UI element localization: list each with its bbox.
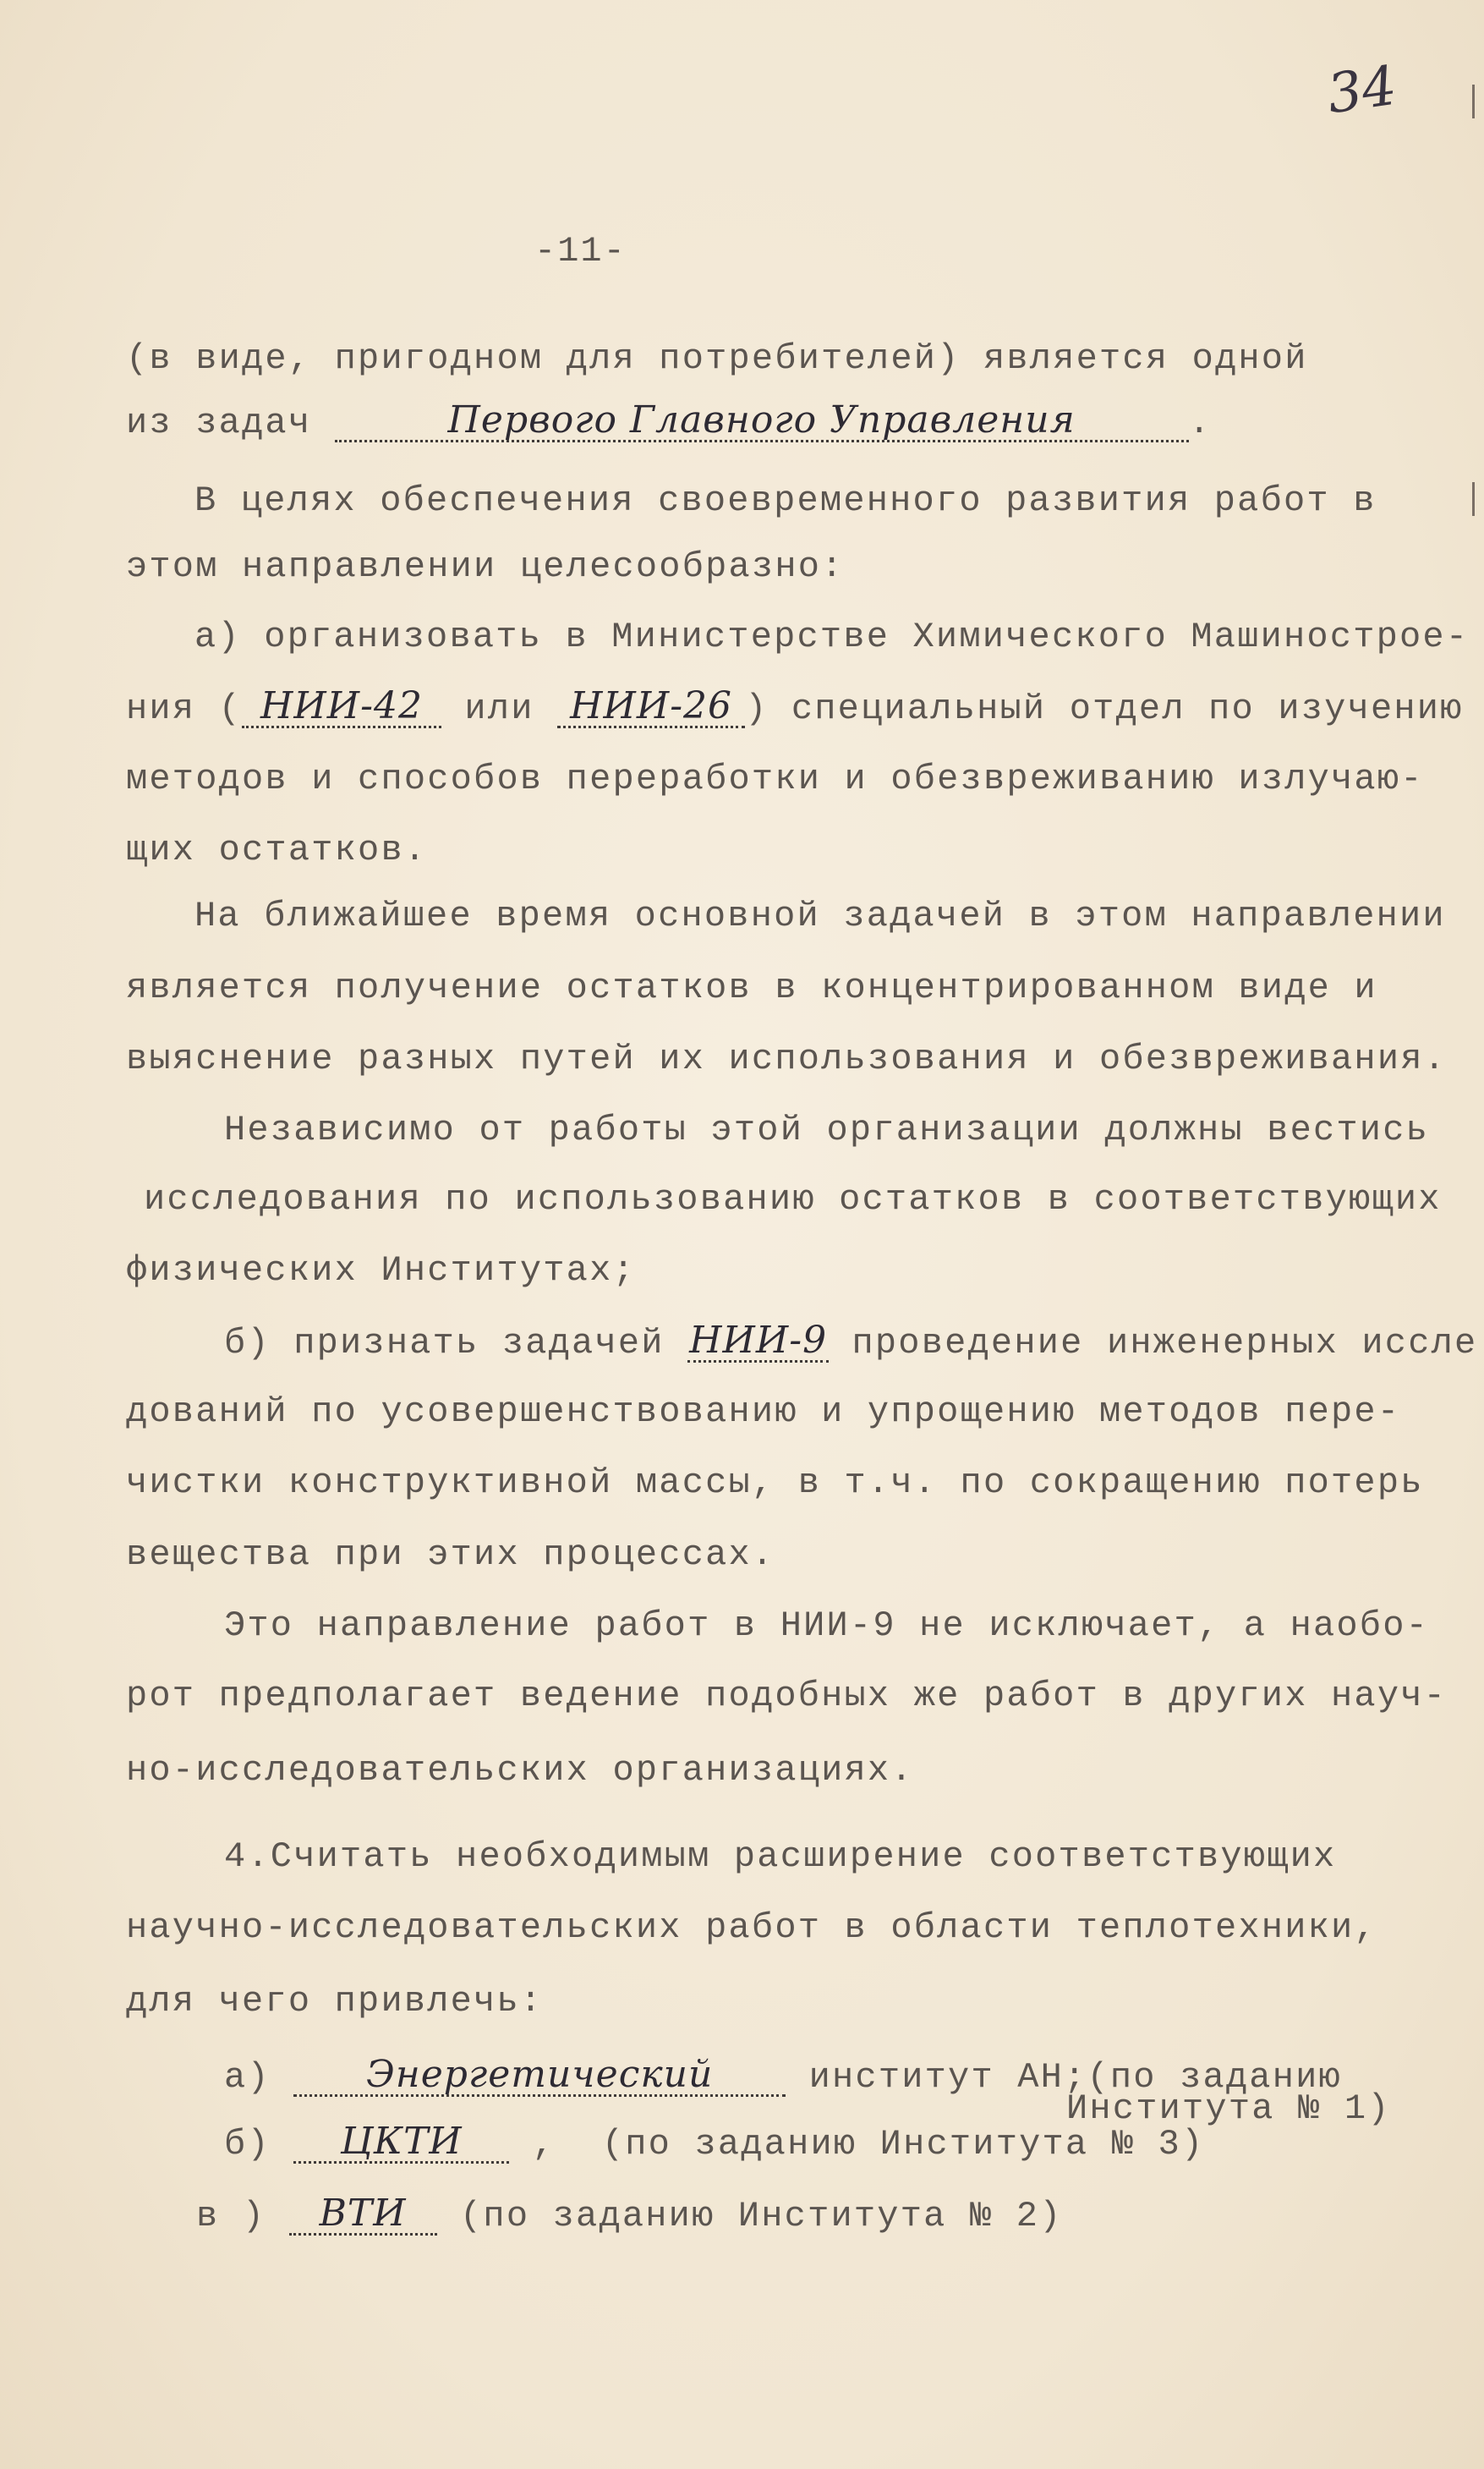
text-segment: , (по заданию Института № 3) [509,2124,1205,2164]
text-segment: или [441,689,558,729]
handwritten-fill: НИИ-26 [557,687,745,728]
text-line: Института № 1) [1066,2088,1391,2129]
text-line: На ближайшее время основной задачей в этом направлении [194,896,1446,936]
text-line: для чего привлечь: [126,1981,544,2022]
text-line: методов и способов переработки и обезвреживанию излучаю- [126,759,1424,799]
handwritten-fill: ЦКТИ [293,2122,509,2164]
handwritten-fill: ВТИ [289,2194,437,2236]
text-line: этом направлении целесообразно: [126,546,845,587]
text-line: В целях обеспечения своевременного развития работ в [194,480,1377,521]
text-line: выяснение разных путей их использования и обезвреживания. [126,1039,1448,1079]
handwritten-fill: НИИ-9 [687,1321,829,1363]
margin-mark [1472,85,1475,118]
handwritten-fill: Первого Главного Управления [335,401,1189,442]
text-segment: . [1188,403,1213,443]
text-line: Это направление работ в НИИ-9 не исключает, а наобо- [224,1605,1430,1646]
text-line: 4.Считать необходимым расширение соответствующих [224,1836,1337,1877]
text-segment: проведение инженерных иссле [829,1323,1478,1363]
text-line [224,2122,1204,2165]
margin-mark [1472,482,1475,516]
text-line: рот предполагает ведение подобных же работ в других науч- [126,1676,1448,1716]
handwritten-fill: Энергетический [293,2055,786,2097]
text-line: но-исследовательских организациях. [126,1750,914,1791]
text-segment: б) признать задачей [224,1323,688,1363]
handwritten-fill: НИИ-42 [242,687,441,728]
text-line: (в виде, пригодном для потребителей) является одной [126,338,1308,379]
text-line: щих остатков. [126,830,428,870]
text-line: а) организовать в Министерстве Химического Машинострое- [194,617,1470,657]
text-line: вещества при этих процессах. [126,1534,775,1575]
text-line [126,684,1464,730]
text-line [196,2194,1063,2237]
text-line: является получение остатков в концентрированном виде и [126,968,1377,1008]
text-line: научно-исследовательских работ в области теплотехники, [126,1907,1377,1948]
text-line: физических Институтах; [126,1250,636,1291]
text-line: Независимо от работы этой организации должны вестись [224,1110,1430,1150]
text-line: исследования по использованию остатков в соответствующих [144,1179,1442,1220]
text-segment: в ) [196,2196,289,2236]
handwritten-page-number: 34 [1323,54,1401,127]
text-segment: институт АН;(по заданию [786,2057,1342,2098]
text-segment: б) [224,2124,294,2164]
text-segment: из задач [126,403,335,443]
text-segment: а) [224,2057,294,2098]
text-segment: (по заданию Института № 2) [436,2196,1063,2236]
text-segment: ния ( [126,689,243,729]
text-segment: ) специальный отдел по изучению [745,689,1464,729]
text-line [224,1321,1477,1364]
text-line: дований по усовершенствованию и упрощению методов пере- [126,1391,1401,1432]
text-line: чистки конструктивной массы, в т.ч. по сокращению потерь [126,1462,1424,1503]
text-line [126,398,1213,444]
page-header-number: -11- [534,231,627,272]
